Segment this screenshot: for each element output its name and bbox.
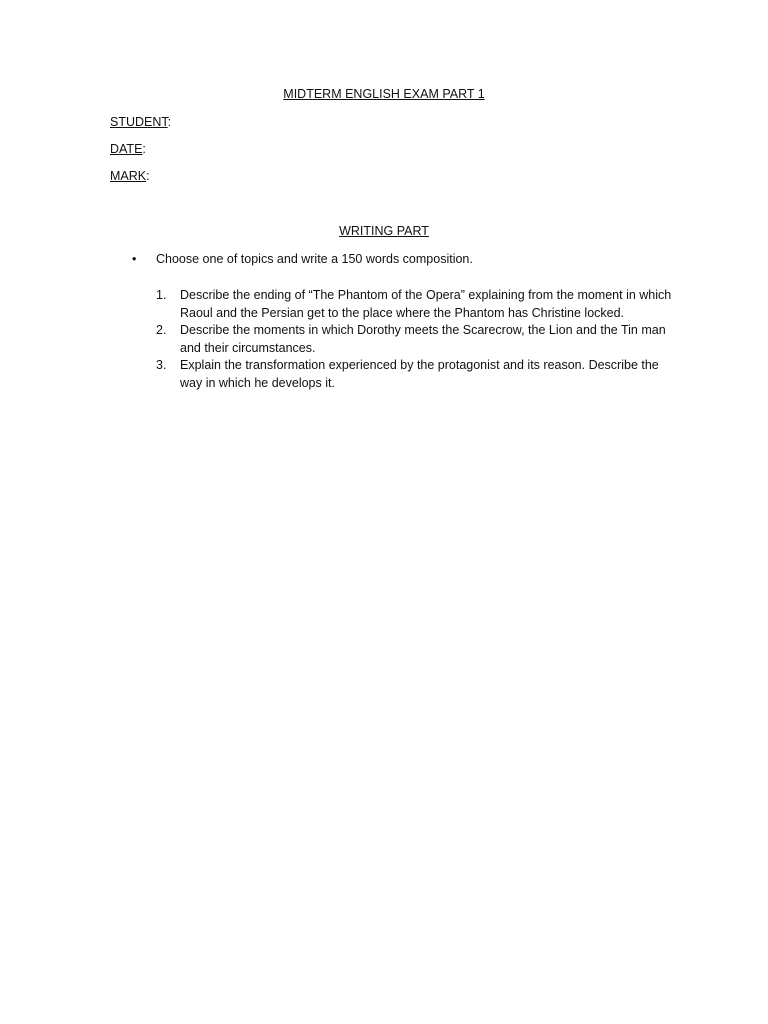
- instruction-line: [132, 252, 473, 266]
- topic-text: Describe the ending of “The Phantom of the Opera” explaining from the moment in which Raoul and the Persian get to the place where the Phantom has Christine locked.: [180, 288, 672, 320]
- topic-text: Explain the transformation experienced by the protagonist and its reason. Describe the way in which he develops it.: [180, 358, 659, 390]
- topic-number: 1.: [156, 288, 167, 302]
- date-field: [110, 142, 146, 156]
- date-colon: :: [142, 142, 146, 156]
- topics-list: [156, 287, 676, 392]
- list-item: [156, 357, 676, 392]
- mark-field: [110, 169, 150, 183]
- topic-number: 2.: [156, 323, 167, 337]
- mark-colon: :: [146, 169, 150, 183]
- mark-label: MARK: [110, 169, 147, 183]
- student-label: STUDENT: [110, 115, 168, 129]
- topic-text: Describe the moments in which Dorothy meets the Scarecrow, the Lion and the Tin man and their circumstances.: [180, 323, 666, 355]
- instruction-text: Choose one of topics and write a 150 words composition.: [156, 252, 473, 266]
- list-item: [156, 287, 676, 322]
- student-field: [110, 115, 171, 129]
- exam-title: MIDTERM ENGLISH EXAM PART 1: [283, 87, 485, 101]
- date-label: DATE: [110, 142, 143, 156]
- bullet-icon: •: [132, 252, 137, 266]
- section-title: WRITING PART: [339, 224, 429, 238]
- topic-number: 3.: [156, 358, 167, 372]
- student-colon: :: [167, 115, 172, 129]
- list-item: [156, 322, 676, 357]
